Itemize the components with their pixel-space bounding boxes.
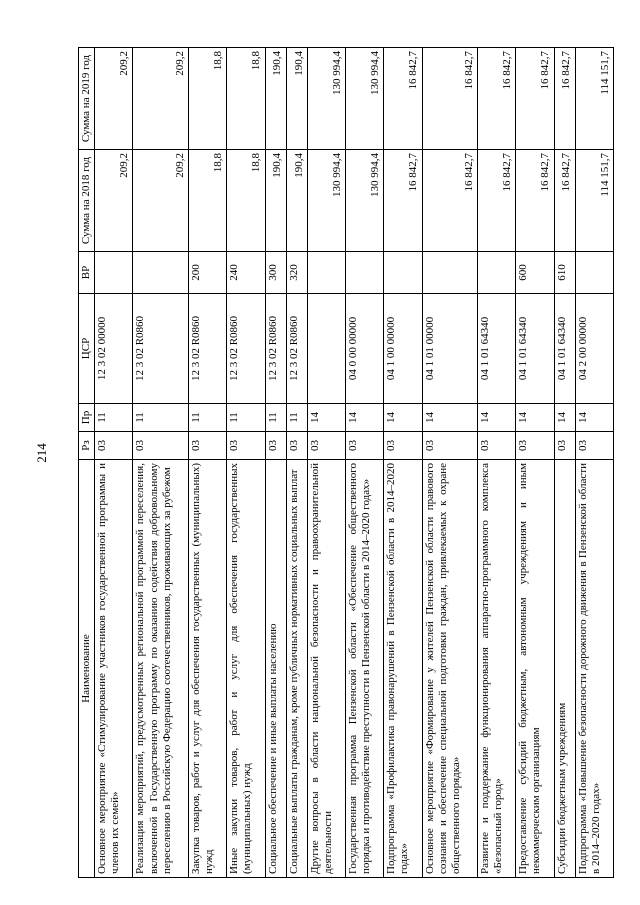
cell-csr: 12 3 02 R0860 bbox=[188, 294, 226, 404]
cell-vr bbox=[384, 252, 422, 294]
cell-rz: 03 bbox=[307, 432, 345, 460]
cell-rz: 03 bbox=[345, 432, 383, 460]
cell-name: Подпрограмма «Повышение безопасности дорожного движения в Пензенской области в 2014–2020 годах» bbox=[575, 460, 613, 878]
cell-pr: 14 bbox=[516, 404, 554, 432]
cell-csr: 04 1 00 00000 bbox=[384, 294, 422, 404]
cell-sum-2019: 16 842,7 bbox=[516, 48, 554, 150]
cell-vr bbox=[307, 252, 345, 294]
cell-sum-2018: 190,4 bbox=[286, 150, 307, 252]
cell-sum-2018: 18,8 bbox=[188, 150, 226, 252]
cell-rz: 03 bbox=[188, 432, 226, 460]
cell-name: Подпрограмма «Профилактика правонарушений в Пензенской области в 2014–2020 годах» bbox=[384, 460, 422, 878]
table-row bbox=[554, 48, 575, 878]
cell-vr bbox=[422, 252, 477, 294]
cell-rz: 03 bbox=[575, 432, 613, 460]
header-csr: ЦСР bbox=[79, 294, 95, 404]
cell-name: Иные закупки товаров, работ и услуг для обеспечения государственных (муниципальных) нужд bbox=[227, 460, 265, 878]
cell-sum-2019: 190,4 bbox=[286, 48, 307, 150]
cell-rz: 03 bbox=[265, 432, 286, 460]
cell-sum-2018: 209,2 bbox=[95, 150, 133, 252]
cell-csr: 04 2 00 00000 bbox=[575, 294, 613, 404]
cell-pr: 11 bbox=[95, 404, 133, 432]
header-sum-2018: Сумма на 2018 год bbox=[79, 150, 95, 252]
table-row bbox=[422, 48, 477, 878]
cell-rz: 03 bbox=[478, 432, 516, 460]
cell-pr: 14 bbox=[554, 404, 575, 432]
table-row bbox=[478, 48, 516, 878]
cell-name: Социальные выплаты гражданам, кроме публичных нормативных социальных выплат bbox=[286, 460, 307, 878]
cell-sum-2018: 130 994,4 bbox=[307, 150, 345, 252]
cell-csr: 12 3 02 R0860 bbox=[265, 294, 286, 404]
cell-name: Другие вопросы в области национальной безопасности и правоохранительной деятельности bbox=[307, 460, 345, 878]
cell-pr: 14 bbox=[307, 404, 345, 432]
cell-pr: 14 bbox=[345, 404, 383, 432]
cell-name: Предоставление субсидий бюджетным, автономным учреждениям и иным некоммерческим организациям bbox=[516, 460, 554, 878]
cell-csr: 12 3 02 R0860 bbox=[133, 294, 188, 404]
cell-name: Основное мероприятие «Формирование у жителей Пензенской области правового сознания и обеспечение специальной подготовки граждан, привлекаемых к охране общественного порядка» bbox=[422, 460, 477, 878]
cell-sum-2018: 209,2 bbox=[133, 150, 188, 252]
cell-sum-2018: 16 842,7 bbox=[516, 150, 554, 252]
cell-sum-2019: 209,2 bbox=[133, 48, 188, 150]
cell-pr: 11 bbox=[265, 404, 286, 432]
cell-name: Закупка товаров, работ и услуг для обеспечения государственных (муниципальных) нужд bbox=[188, 460, 226, 878]
cell-sum-2019: 130 994,4 bbox=[345, 48, 383, 150]
cell-vr bbox=[345, 252, 383, 294]
cell-vr: 300 bbox=[265, 252, 286, 294]
cell-vr bbox=[575, 252, 613, 294]
cell-vr bbox=[95, 252, 133, 294]
cell-csr: 12 3 02 R0860 bbox=[227, 294, 265, 404]
cell-sum-2018: 16 842,7 bbox=[384, 150, 422, 252]
cell-sum-2019: 209,2 bbox=[95, 48, 133, 150]
table-row bbox=[133, 48, 188, 878]
cell-sum-2019: 114 151,7 bbox=[575, 48, 613, 150]
cell-sum-2019: 16 842,7 bbox=[422, 48, 477, 150]
cell-rz: 03 bbox=[516, 432, 554, 460]
table-row bbox=[307, 48, 345, 878]
cell-pr: 11 bbox=[188, 404, 226, 432]
cell-sum-2018: 16 842,7 bbox=[478, 150, 516, 252]
table-row bbox=[345, 48, 383, 878]
cell-pr: 11 bbox=[286, 404, 307, 432]
cell-csr: 12 3 02 00000 bbox=[95, 294, 133, 404]
cell-sum-2019: 16 842,7 bbox=[478, 48, 516, 150]
table-row bbox=[95, 48, 133, 878]
cell-vr: 240 bbox=[227, 252, 265, 294]
cell-rz: 03 bbox=[227, 432, 265, 460]
cell-csr: 04 1 01 00000 bbox=[422, 294, 477, 404]
cell-pr: 11 bbox=[227, 404, 265, 432]
cell-rz: 03 bbox=[133, 432, 188, 460]
cell-name: Реализация мероприятий, предусмотренных региональной программой переселения, включенной в Государственную программу по оказанию содействия добровольному переселению в Российскую Федерацию соотечественников, проживающих за рубежом bbox=[133, 460, 188, 878]
header-sum-2019: Сумма на 2019 год bbox=[79, 48, 95, 150]
table-row bbox=[575, 48, 613, 878]
cell-sum-2018: 16 842,7 bbox=[422, 150, 477, 252]
cell-vr bbox=[133, 252, 188, 294]
cell-sum-2018: 190,4 bbox=[265, 150, 286, 252]
cell-sum-2018: 114 151,7 bbox=[575, 150, 613, 252]
cell-pr: 14 bbox=[384, 404, 422, 432]
cell-csr: 12 3 02 R0860 bbox=[286, 294, 307, 404]
cell-csr: 04 0 00 00000 bbox=[345, 294, 383, 404]
cell-sum-2019: 16 842,7 bbox=[384, 48, 422, 150]
cell-pr: 11 bbox=[133, 404, 188, 432]
cell-sum-2018: 18,8 bbox=[227, 150, 265, 252]
cell-rz: 03 bbox=[422, 432, 477, 460]
cell-vr: 200 bbox=[188, 252, 226, 294]
cell-rz: 03 bbox=[554, 432, 575, 460]
cell-csr: 04 1 01 64340 bbox=[554, 294, 575, 404]
cell-sum-2019: 16 842,7 bbox=[554, 48, 575, 150]
cell-csr bbox=[307, 294, 345, 404]
cell-sum-2019: 130 994,4 bbox=[307, 48, 345, 150]
header-vr: ВР bbox=[79, 252, 95, 294]
cell-csr: 04 1 01 64340 bbox=[516, 294, 554, 404]
budget-table bbox=[78, 47, 614, 878]
cell-name: Субсидии бюджетным учреждениям bbox=[554, 460, 575, 878]
cell-name: Развитие и поддержание функционирования аппаратно-программного комплекса «Безопасный город» bbox=[478, 460, 516, 878]
cell-csr: 04 1 01 64340 bbox=[478, 294, 516, 404]
table-row bbox=[384, 48, 422, 878]
cell-name: Социальное обеспечение и иные выплаты населению bbox=[265, 460, 286, 878]
cell-sum-2018: 130 994,4 bbox=[345, 150, 383, 252]
cell-rz: 03 bbox=[286, 432, 307, 460]
cell-sum-2019: 18,8 bbox=[188, 48, 226, 150]
cell-pr: 14 bbox=[478, 404, 516, 432]
cell-rz: 03 bbox=[95, 432, 133, 460]
header-pr: Пр bbox=[79, 404, 95, 432]
table-row bbox=[265, 48, 286, 878]
table-row bbox=[227, 48, 265, 878]
cell-rz: 03 bbox=[384, 432, 422, 460]
cell-pr: 14 bbox=[422, 404, 477, 432]
rotated-page-area bbox=[78, 48, 614, 878]
table-row bbox=[286, 48, 307, 878]
cell-sum-2018: 16 842,7 bbox=[554, 150, 575, 252]
header-rz: Рз bbox=[79, 432, 95, 460]
cell-name: Основное мероприятие «Стимулирование участников государственной программы и членов их семей» bbox=[95, 460, 133, 878]
cell-name: Государственная программа Пензенской области «Обеспечение общественного порядка и противодействие преступности в Пензенской области в 2014–2020 годах» bbox=[345, 460, 383, 878]
table-header-row bbox=[79, 48, 95, 878]
table-row bbox=[188, 48, 226, 878]
budget-table-wrapper bbox=[78, 48, 614, 878]
page-number: 214 bbox=[34, 443, 49, 463]
cell-pr: 14 bbox=[575, 404, 613, 432]
cell-vr: 610 bbox=[554, 252, 575, 294]
header-name: Наименование bbox=[79, 460, 95, 878]
cell-vr: 600 bbox=[516, 252, 554, 294]
cell-sum-2019: 190,4 bbox=[265, 48, 286, 150]
table-row bbox=[516, 48, 554, 878]
cell-vr bbox=[478, 252, 516, 294]
cell-sum-2019: 18,8 bbox=[227, 48, 265, 150]
cell-vr: 320 bbox=[286, 252, 307, 294]
